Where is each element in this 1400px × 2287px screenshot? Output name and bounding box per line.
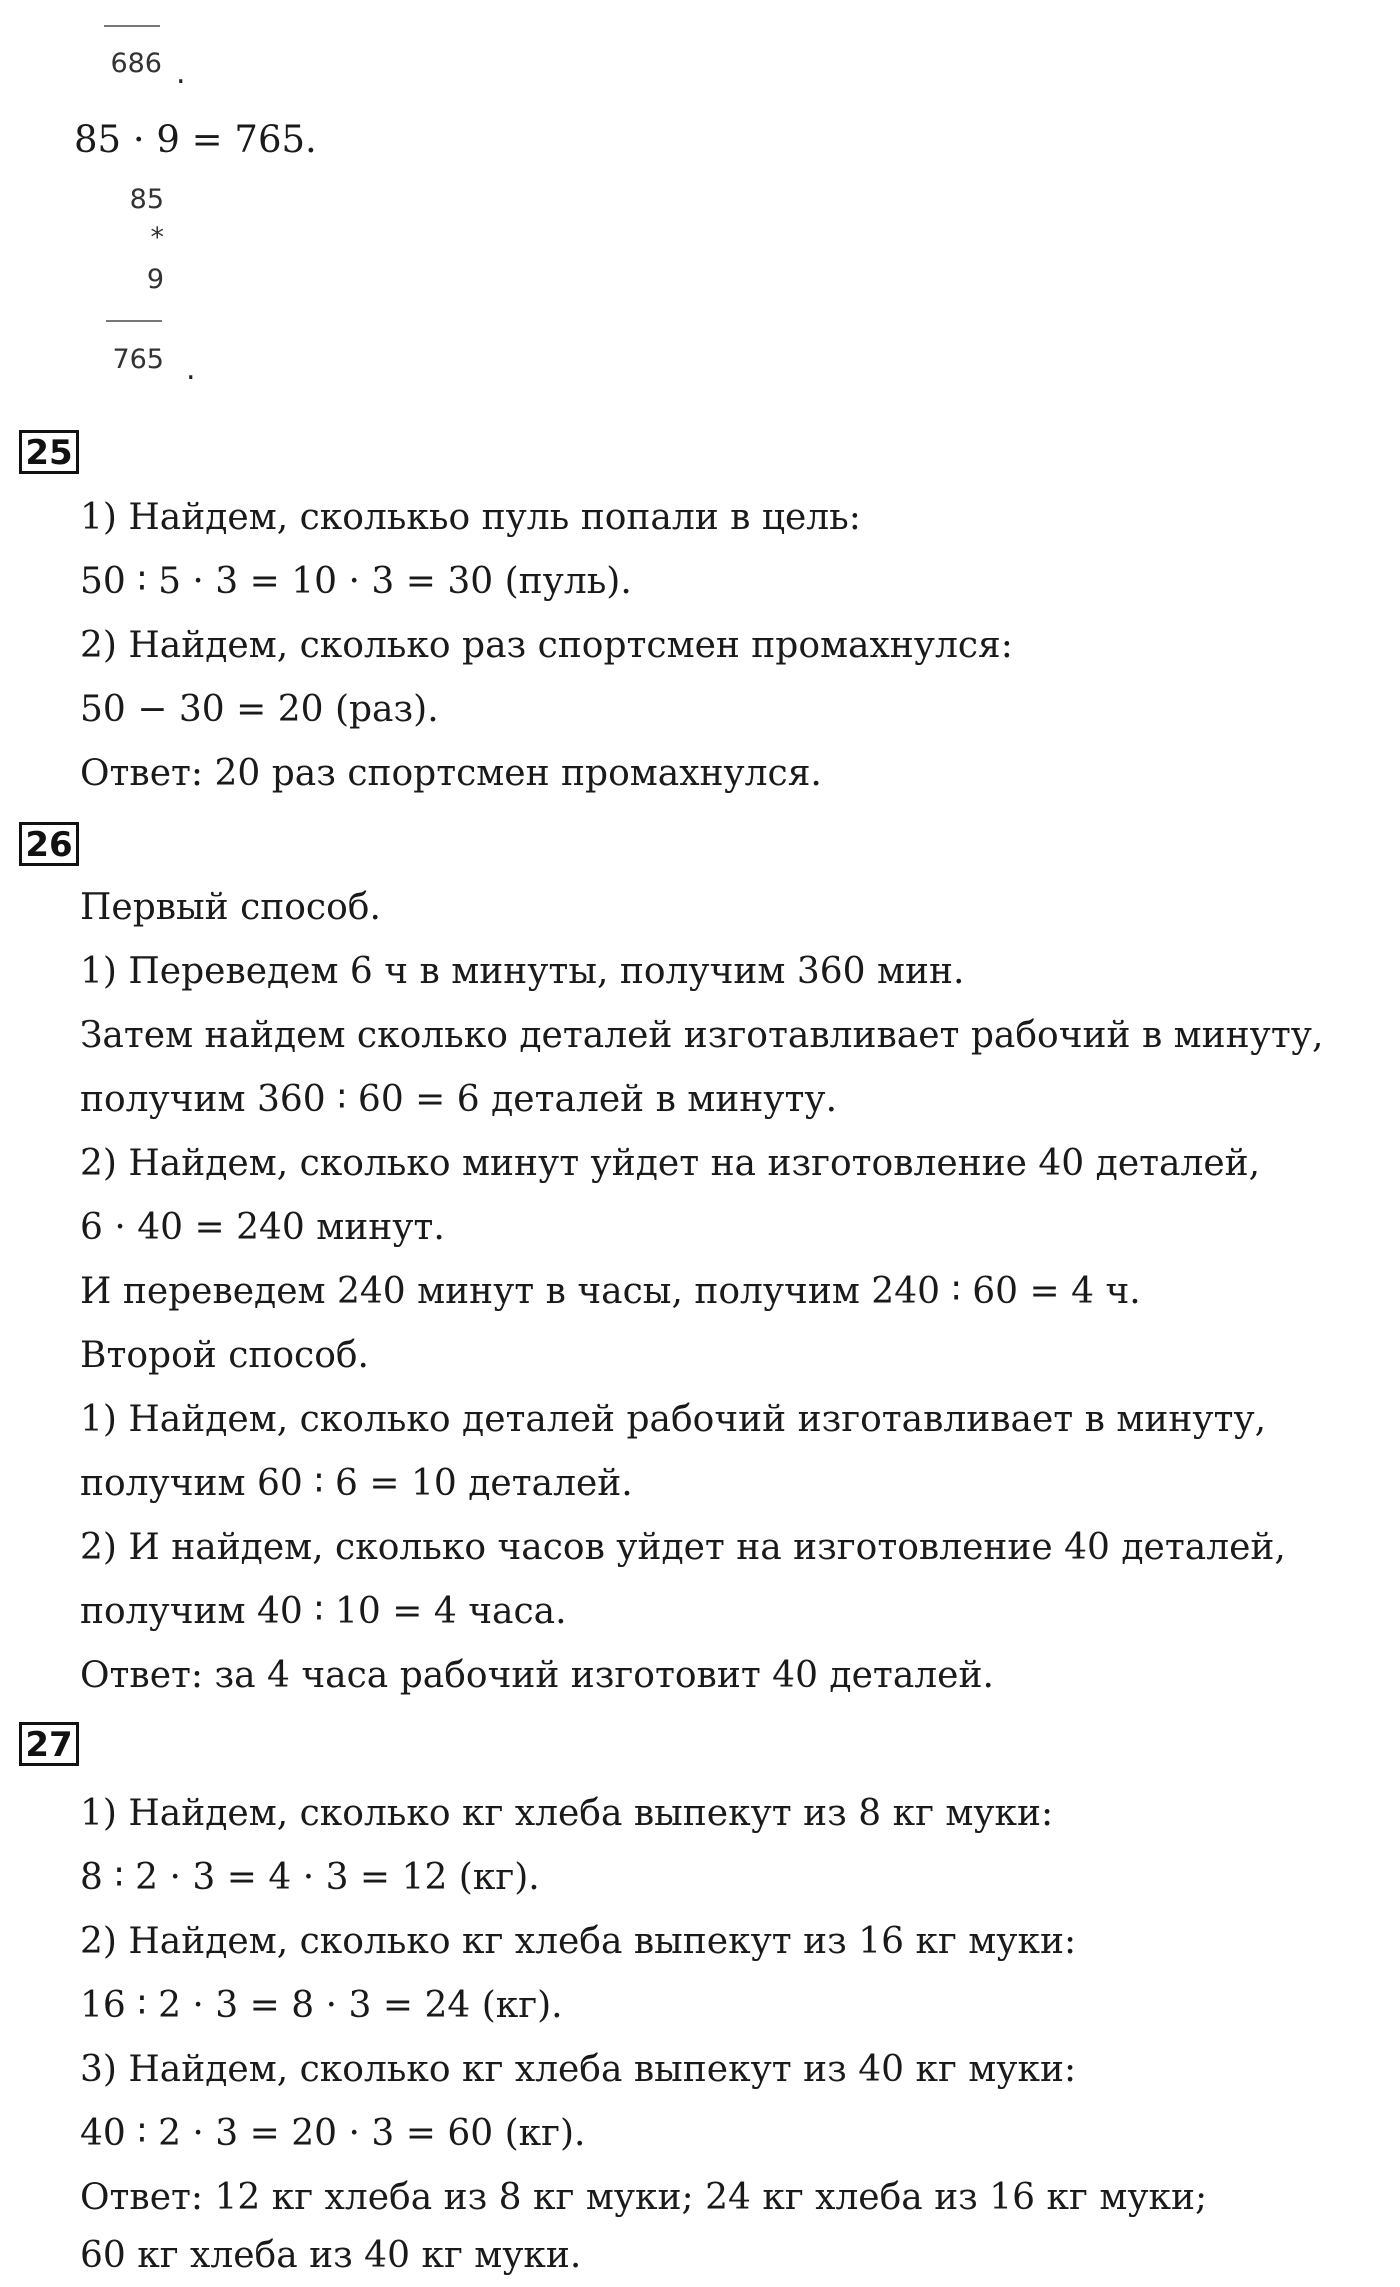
problem-25-line: 2) Найдем, сколько раз спортсмен промахнулся: bbox=[80, 625, 1013, 666]
problem-25-line: 50 ∶ 5 · 3 = 10 · 3 = 30 (пуль). bbox=[80, 561, 632, 602]
problem-26-line: получим 60 ∶ 6 = 10 деталей. bbox=[80, 1463, 633, 1504]
problem-26-line: получим 40 ∶ 10 = 4 часа. bbox=[80, 1591, 567, 1632]
problem-25-line: 1) Найдем, сколькьо пуль попали в цель: bbox=[80, 497, 861, 538]
problem-25-line: 50 − 30 = 20 (раз). bbox=[80, 689, 439, 730]
problem-26-line: 2) Найдем, сколько минут уйдет на изготовление 40 деталей, bbox=[80, 1143, 1261, 1184]
calc2-operator: * bbox=[150, 222, 164, 253]
problem-27-line: 8 ∶ 2 · 3 = 4 · 3 = 12 (кг). bbox=[80, 1857, 540, 1898]
problem-number-26: 26 bbox=[19, 822, 79, 866]
problem-26-line: 6 · 40 = 240 минут. bbox=[80, 1207, 445, 1248]
calc2-operand-a: 85 bbox=[129, 184, 164, 215]
problem-26-line: 1) Найдем, сколько деталей рабочий изготавливает в минуту, bbox=[80, 1399, 1267, 1440]
calc2-period: . bbox=[186, 352, 196, 387]
problem-26-answer: Ответ: за 4 часа рабочий изготовит 40 деталей. bbox=[80, 1655, 994, 1696]
problem-26-line: 1) Переведем 6 ч в минуты, получим 360 мин. bbox=[80, 951, 965, 992]
calc2-rule bbox=[106, 320, 162, 322]
problem-27-line: 3) Найдем, сколько кг хлеба выпекут из 40 кг муки: bbox=[80, 2049, 1077, 2090]
problem-26-line: Первый способ. bbox=[80, 887, 381, 928]
calc1-rule bbox=[104, 25, 160, 27]
problem-27-line: 1) Найдем, сколько кг хлеба выпекут из 8 кг муки: bbox=[80, 1793, 1054, 1834]
calc2-result: 765 bbox=[112, 344, 164, 375]
problem-27-line: 2) Найдем, сколько кг хлеба выпекут из 16 кг муки: bbox=[80, 1921, 1077, 1962]
problem-26-line: Второй способ. bbox=[80, 1335, 369, 1376]
problem-27-line: 40 ∶ 2 · 3 = 20 · 3 = 60 (кг). bbox=[80, 2113, 586, 2154]
problem-27-answer: Ответ: 12 кг хлеба из 8 кг муки; 24 кг хлеба из 16 кг муки; bbox=[80, 2177, 1208, 2218]
problem-26-line: 2) И найдем, сколько часов уйдет на изготовление 40 деталей, bbox=[80, 1527, 1286, 1568]
problem-number-27: 27 bbox=[19, 1722, 79, 1766]
calc1-period: . bbox=[176, 56, 186, 91]
problem-27-answer-continued: 60 кг хлеба из 40 кг муки. bbox=[80, 2235, 582, 2276]
problem-25-answer: Ответ: 20 раз спортсмен промахнулся. bbox=[80, 753, 822, 794]
problem-26-line: И переведем 240 минут в часы, получим 240 ∶ 60 = 4 ч. bbox=[80, 1271, 1141, 1312]
problem-27-line: 16 ∶ 2 · 3 = 8 · 3 = 24 (кг). bbox=[80, 1985, 563, 2026]
calc1-result: 686 bbox=[110, 48, 162, 79]
equation-85x9: 85 · 9 = 765. bbox=[74, 118, 317, 161]
calc2-operand-b: 9 bbox=[146, 264, 164, 295]
problem-26-line: получим 360 ∶ 60 = 6 деталей в минуту. bbox=[80, 1079, 838, 1120]
problem-26-line: Затем найдем сколько деталей изготавливает рабочий в минуту, bbox=[80, 1015, 1324, 1056]
problem-number-25: 25 bbox=[19, 430, 79, 474]
